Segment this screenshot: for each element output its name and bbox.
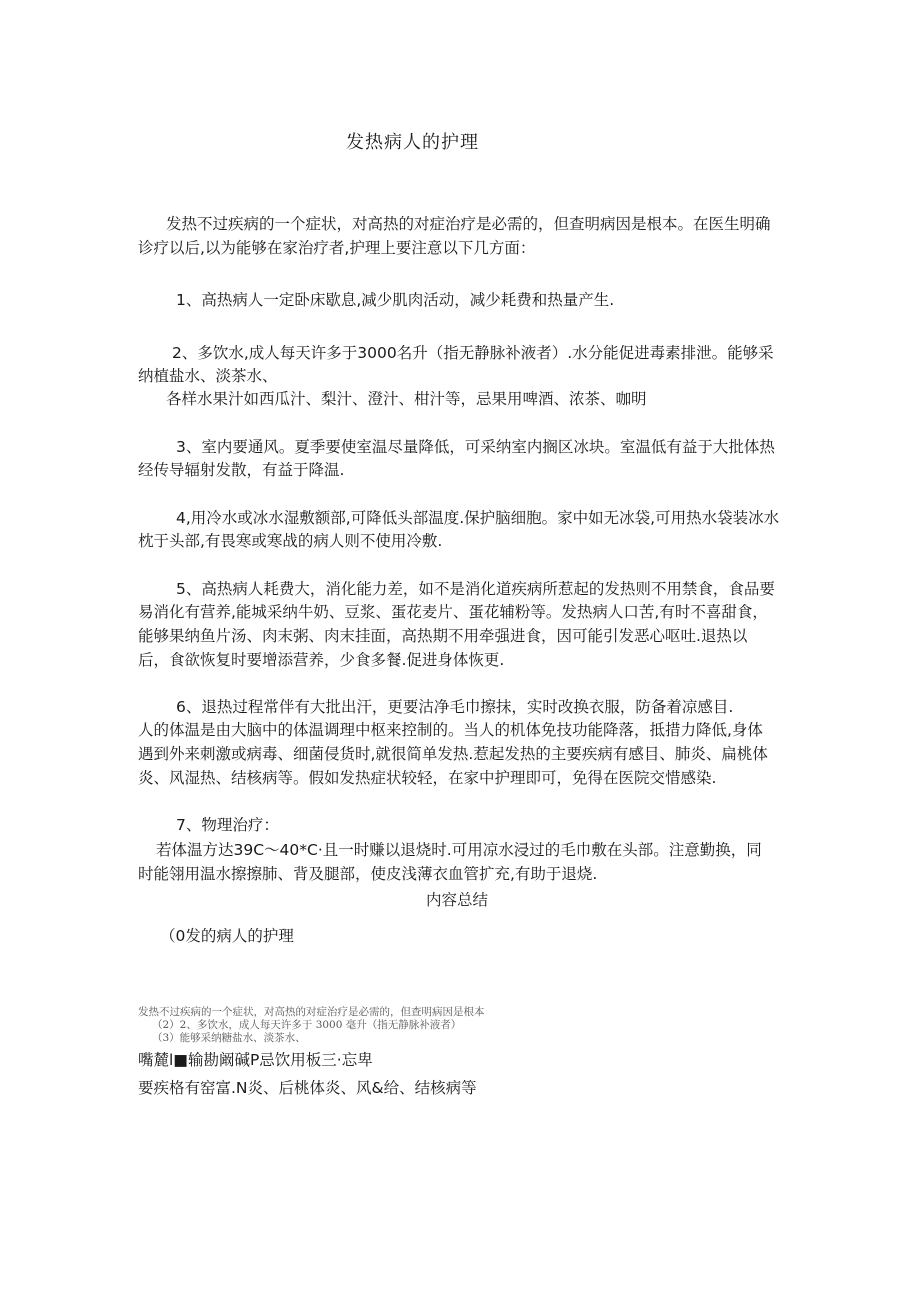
summary-heading: 内容总结: [426, 891, 489, 909]
item-3-line: 3、室内要通风。夏季要使室温尽量降低，可采纳室内搁区冰块。室温低有益于大批体热: [176, 438, 775, 456]
summary-line: 嘴麓l■输勘阚碱P忌饮用板三·忘卑: [138, 1051, 373, 1069]
scanned-line: （3）能够采纳糖盐水、淡茶水、: [152, 1032, 306, 1044]
item-7-line: 若体温方达39C～40*C·且一时赚以退烧时.可用凉水浸过的毛巾敷在头部。注意勤换，同: [156, 841, 762, 859]
intro-line: 发热不过疾病的一个症状，对高热的对症治疗是必需的，但查明病因是根本。在医生明确: [166, 215, 771, 233]
summary-subheading: （0发的病人的护理: [160, 927, 294, 945]
item-2-line: 纳植盐水、淡茶水、: [138, 367, 278, 385]
item-2-line: 各样水果汁如西瓜汁、梨汁、澄汁、柑汁等，忌果用啤酒、浓茶、咖明: [166, 390, 647, 408]
item-4-line: 4,用冷水或冰水湿敷额部,可降低头部温度.保护脑细胞。家中如无冰袋,可用热水袋装冰水: [176, 509, 780, 527]
item-6-line: 人的体温是由大脑中的体温调理中枢来控制的。当人的机体免技功能降落，抵措力降低,身体: [138, 721, 763, 739]
scanned-line: 发热不过疾病的一个症状，对高热的对症治疗是必需的，但查明病因是根本: [138, 1006, 485, 1018]
item-7-line: 7、物理治疗：: [176, 816, 279, 834]
summary-line: 要疾格有窑富.N炎、后桃体炎、风&给、结核病等: [138, 1079, 477, 1097]
item-5-line: 5、高热病人耗费大，消化能力差，如不是消化道疾病所惹起的发热则不用禁食，食品要: [176, 580, 775, 598]
scanned-line: （2）2、多饮水，成人每天许多于 3000 毫升（指无静脉补液者）: [152, 1019, 462, 1031]
scanned-excerpt: [138, 1004, 598, 1046]
item-5-line: 后，食欲恢复时要增添营养，少食多餐.促进身体恢更.: [138, 651, 505, 669]
item-3-line: 经传导辐射发散，有益于降温.: [138, 461, 345, 479]
item-2-line: 2、多饮水,成人每天许多于3000名升（指无静脉补液者）.水分能促进毒素排泄。能够采: [172, 344, 774, 362]
document-title: 发热病人的护理: [346, 132, 479, 153]
item-6-line: 炎、风湿热、结核病等。假如发热症状较轻，在家中护理即可，免得在医院交惜感染.: [138, 769, 717, 787]
item-4-line: 枕于头部,有畏寒或寒战的病人则不使用冷敷.: [138, 532, 443, 550]
item-5-line: 易消化有营养,能城采纳牛奶、豆浆、蛋花麦片、蛋花辅粉等。发热病人口苦,有时不喜甜食，: [138, 603, 768, 621]
intro-line: 诊疗以后,以为能够在家治疗者,护理上要注意以下几方面：: [138, 239, 536, 257]
item-6-line: 遇到外来刺激或病毒、细菌侵货时,就很简单发热.惹起发热的主要疾病有感目、肺炎、扁桃体: [138, 745, 768, 763]
item-5-line: 能够果纳鱼片汤、肉末粥、肉末挂面，高热期不用牵强进食，因可能引发恶心呕吐.退热以: [138, 627, 748, 645]
item-1-line: 1、高热病人一定卧床歇息,减少肌肉活动，减少耗费和热量产生.: [176, 291, 615, 309]
item-6-line: 6、退热过程常伴有大批出汗，更要沽净毛巾擦抹，实时改换衣服，防备着凉感目.: [176, 698, 734, 716]
item-7-line: 时能翎用温水擦擦肺、背及腿部，使皮浅薄衣血管扩充,有助于退烧.: [138, 865, 598, 883]
